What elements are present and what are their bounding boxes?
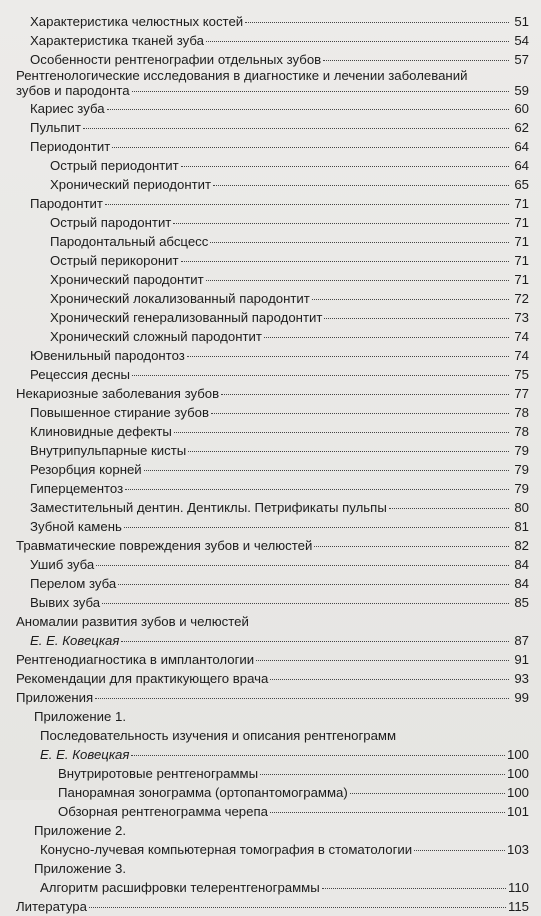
toc-entry-title: Острый пародонтит [50, 215, 172, 230]
toc-entry [0, 460, 541, 479]
toc-page-number: 110 [507, 880, 529, 895]
toc-page-number: 71 [514, 253, 529, 268]
toc-entry [0, 688, 541, 707]
toc-entry [0, 536, 541, 555]
toc-entry-title: Острый перикоронит [50, 253, 179, 268]
toc-entry-title: Гиперцементоз [30, 481, 124, 496]
dot-leader [314, 546, 509, 547]
toc-entry-title: Травматические повреждения зубов и челюстей [16, 538, 313, 553]
toc-entry [0, 289, 541, 308]
dot-leader [144, 470, 509, 471]
toc-entry [0, 384, 541, 403]
toc-entry [0, 346, 541, 365]
toc-entry [0, 270, 541, 289]
toc-page-number: 62 [514, 120, 529, 135]
toc-entry [0, 593, 541, 612]
dot-leader [245, 22, 509, 23]
toc-page-number: 99 [514, 690, 529, 705]
toc-entry [0, 251, 541, 270]
toc-entry [0, 764, 541, 783]
toc-entry-title: Обзорная рентгенограмма черепа [58, 804, 268, 819]
toc-page-number: 59 [514, 83, 529, 98]
toc-page-number: 51 [514, 14, 529, 29]
toc-entry [0, 517, 541, 536]
toc-page-number: 65 [514, 177, 529, 192]
dot-leader [210, 242, 509, 243]
toc-entry [0, 555, 541, 574]
toc-entry-title: Периодонтит [30, 139, 111, 154]
toc-entry-title: Характеристика тканей зуба [30, 33, 205, 48]
toc-page-number: 71 [514, 234, 529, 249]
toc-entry [0, 31, 541, 50]
dot-leader [211, 413, 509, 414]
toc-entry [0, 213, 541, 232]
dot-leader [322, 888, 506, 889]
dot-leader [213, 185, 509, 186]
dot-leader [264, 337, 509, 338]
toc-entry [0, 745, 541, 764]
toc-page-number: 72 [514, 291, 529, 306]
dot-leader [105, 204, 509, 205]
dot-leader [350, 793, 505, 794]
dot-leader [174, 432, 509, 433]
toc-page-number: 75 [514, 367, 529, 382]
toc-entry-title: Панорамная зонограмма (ортопантомограмма) [58, 785, 348, 800]
dot-leader [260, 774, 505, 775]
dot-leader [414, 850, 505, 851]
dot-leader [173, 223, 509, 224]
toc-page-number: 93 [514, 671, 529, 686]
dot-leader [112, 147, 509, 148]
toc-page-number: 54 [514, 33, 529, 48]
toc-entry [0, 69, 541, 99]
dot-leader [118, 584, 509, 585]
toc-page-number: 78 [514, 424, 529, 439]
toc-entry-author: Е. Е. Ковецкая [30, 633, 120, 648]
toc-entry-title: Характеристика челюстных костей [30, 14, 244, 29]
dot-leader [206, 41, 509, 42]
toc-entry [0, 840, 541, 859]
toc-page-number: 103 [506, 842, 529, 857]
dot-leader [95, 698, 509, 699]
toc-entry-title: Приложения [16, 690, 94, 705]
toc-page-number: 115 [507, 899, 529, 914]
toc-entry-title: Конусно-лучевая компьютерная томография в стоматологии [40, 842, 413, 857]
toc-entry [0, 650, 541, 669]
toc-entry [0, 441, 541, 460]
dot-leader [389, 508, 509, 509]
toc-page-number: 84 [514, 576, 529, 591]
toc-entry [0, 859, 541, 878]
toc-entry-title: Приложение 1. [34, 709, 127, 724]
toc-page-number: 100 [506, 747, 529, 762]
toc-entry [0, 783, 541, 802]
toc-entry [0, 669, 541, 688]
dot-leader [256, 660, 509, 661]
toc-entry [0, 99, 541, 118]
toc-entry [0, 118, 541, 137]
toc-entry-title: Хронический локализованный пародонтит [50, 291, 310, 306]
toc-entry-title: Особенности рентгенографии отдельных зубов [30, 52, 322, 67]
toc-entry-title: Зубной камень [30, 519, 122, 534]
toc-page-number: 91 [514, 652, 529, 667]
toc-page-number: 79 [514, 462, 529, 477]
toc-entry-title: Хронический генерализованный пародонтит [50, 310, 323, 325]
toc-entry-title: Пульпит [30, 120, 81, 135]
toc-page-number: 84 [514, 557, 529, 572]
dot-leader [187, 356, 509, 357]
toc-page-number: 100 [506, 785, 529, 800]
toc-entry [0, 821, 541, 840]
toc-entry-title: Резорбция корней [30, 462, 142, 477]
toc-entry [0, 707, 541, 726]
toc-page-number: 100 [506, 766, 529, 781]
toc-entry-title: Рецессия десны [30, 367, 131, 382]
toc-entry-title: Вывих зуба [30, 595, 101, 610]
toc-entry [0, 137, 541, 156]
toc-page-number: 101 [506, 804, 529, 819]
toc-entry-title: Пародонтит [30, 196, 103, 211]
toc-page-number: 78 [514, 405, 529, 420]
toc-entry [0, 327, 541, 346]
dot-leader [323, 60, 509, 61]
toc-entry-title: Ювенильный пародонтоз [30, 348, 185, 363]
dot-leader [324, 318, 509, 319]
toc-entry [0, 50, 541, 69]
toc-page-number: 87 [514, 633, 529, 648]
toc-entry-title: Заместительный дентин. Дентиклы. Петрификаты пульпы [30, 500, 387, 515]
dot-leader [96, 565, 509, 566]
toc-page-number: 60 [514, 101, 529, 116]
dot-leader [125, 489, 509, 490]
toc-page-number: 71 [514, 272, 529, 287]
toc-page-number: 79 [514, 443, 529, 458]
dot-leader [181, 166, 509, 167]
toc-page-number: 64 [514, 158, 529, 173]
toc-page-number: 71 [514, 196, 529, 211]
toc-page-number: 74 [514, 329, 529, 344]
toc-entry-title: Кариес зуба [30, 101, 105, 116]
dot-leader [221, 394, 509, 395]
toc-page-number: 82 [514, 538, 529, 553]
toc-page-number: 57 [514, 52, 529, 67]
toc-page-number: 81 [514, 519, 529, 534]
toc-page-number: 74 [514, 348, 529, 363]
toc-entry-title: Внутриротовые рентгенограммы [58, 766, 259, 781]
dot-leader [270, 679, 509, 680]
toc-entry [0, 878, 541, 897]
toc-entry-title: Рентгенологические исследования в диагностике и лечении заболеваний [16, 68, 468, 83]
toc-entry [0, 631, 541, 650]
dot-leader [83, 128, 509, 129]
toc-page-number: 77 [514, 386, 529, 401]
toc-entry-title-continued: зубов и пародонта [16, 83, 130, 98]
toc-entry [0, 498, 541, 517]
toc-entry [0, 612, 541, 631]
toc-entry [0, 12, 541, 31]
dot-leader [131, 755, 505, 756]
toc-entry [0, 726, 541, 745]
toc-page-number: 71 [514, 215, 529, 230]
toc-page-number: 80 [514, 500, 529, 515]
toc-entry [0, 403, 541, 422]
toc-entry-title: Хронический сложный пародонтит [50, 329, 262, 344]
toc-entry-title: Приложение 2. [34, 823, 127, 838]
toc-entry-title: Ушиб зуба [30, 557, 95, 572]
toc-entry-title: Внутрипульпарные кисты [30, 443, 187, 458]
toc-page-number: 85 [514, 595, 529, 610]
toc-entry-title: Алгоритм расшифровки телерентгенограммы [40, 880, 320, 895]
toc-entry [0, 897, 541, 916]
dot-leader [124, 527, 509, 528]
toc-entry [0, 802, 541, 821]
toc-entry-author: Е. Е. Ковецкая [40, 747, 130, 762]
toc-page-number: 73 [514, 310, 529, 325]
toc-entry-title: Хронический пародонтит [50, 272, 204, 287]
dot-leader [102, 603, 509, 604]
toc-entry [0, 308, 541, 327]
toc-entry-title: Аномалии развития зубов и челюстей [16, 614, 249, 629]
toc-entry-title: Острый периодонтит [50, 158, 179, 173]
toc-entry-title: Перелом зуба [30, 576, 117, 591]
table-of-contents [0, 12, 541, 916]
dot-leader [181, 261, 509, 262]
toc-entry [0, 574, 541, 593]
toc-entry [0, 422, 541, 441]
dot-leader [188, 451, 509, 452]
dot-leader [89, 907, 506, 908]
toc-entry [0, 232, 541, 251]
toc-entry-title: Приложение 3. [34, 861, 127, 876]
toc-entry-title: Рентгенодиагностика в имплантологии [16, 652, 255, 667]
toc-entry-title: Последовательность изучения и описания рентгенограмм [40, 728, 397, 743]
toc-entry [0, 194, 541, 213]
toc-entry-title: Рекомендации для практикующего врача [16, 671, 269, 686]
toc-entry-title: Пародонтальный абсцесс [50, 234, 209, 249]
dot-leader [121, 641, 509, 642]
toc-entry-title: Некариозные заболевания зубов [16, 386, 220, 401]
toc-entry-title: Литература [16, 899, 87, 914]
toc-entry [0, 479, 541, 498]
toc-entry-title: Повышенное стирание зубов [30, 405, 209, 420]
dot-leader [107, 109, 509, 110]
dot-leader [312, 299, 509, 300]
toc-page-number: 64 [514, 139, 529, 154]
toc-page-number: 79 [514, 481, 529, 496]
dot-leader [132, 91, 509, 92]
dot-leader [206, 280, 509, 281]
toc-entry-title: Хронический периодонтит [50, 177, 212, 192]
toc-entry [0, 175, 541, 194]
toc-entry-title: Клиновидные дефекты [30, 424, 172, 439]
dot-leader [270, 812, 505, 813]
toc-entry [0, 365, 541, 384]
toc-entry [0, 156, 541, 175]
dot-leader [132, 375, 509, 376]
